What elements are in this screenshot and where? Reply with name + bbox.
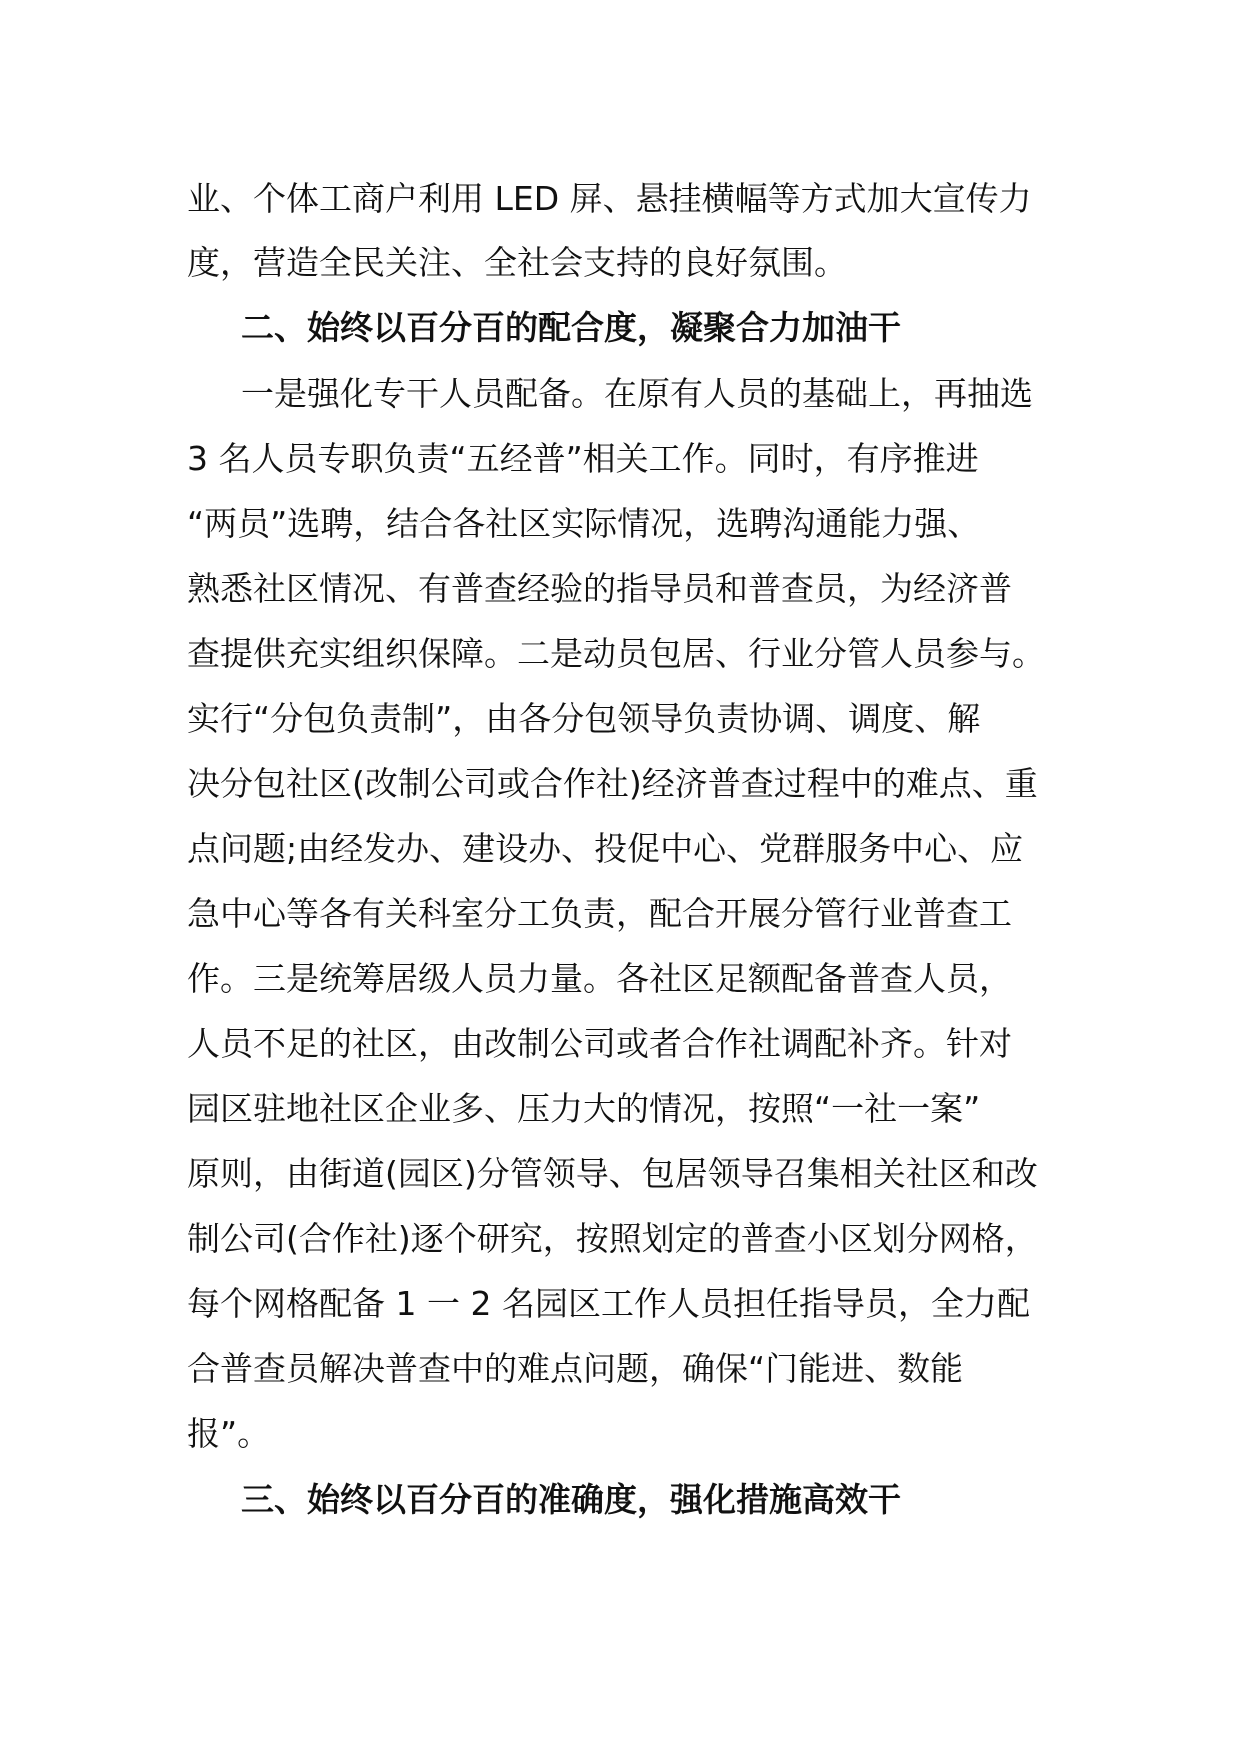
body-text-line: 原则，由街道(园区)分管领导、包居领导召集相关社区和改 [187,1154,1038,1193]
body-text-line: 点问题;由经发办、建设办、投促中心、党群服务中心、应 [187,829,1024,868]
body-text-line: 每个网格配备 1 一 2 名园区工作人员担任指导员，全力配 [187,1284,1030,1323]
body-text-line: 3 名人员专职负责“五经普”相关工作。同时，有序推进 [187,439,979,478]
body-text-line: 人员不足的社区，由改制公司或者合作社调配补齐。针对 [187,1024,1012,1063]
body-text-line: 报”。 [187,1414,271,1453]
body-text-line: 制公司(合作社)逐个研究，按照划定的普查小区划分网格， [187,1219,1038,1258]
body-text-line: 急中心等各有关科室分工负责，配合开展分管行业普查工 [187,894,1012,933]
body-text-line: 度，营造全民关注、全社会支持的良好氛围。 [187,243,847,282]
body-text-line: “两员”选聘，结合各社区实际情况，选聘沟通能力强、 [187,504,981,543]
body-text-line: 作。三是统筹居级人员力量。各社区足额配备普查人员， [187,959,1012,998]
section-heading-3: 三、始终以百分百的准确度，强化措施高效干 [241,1480,901,1519]
body-text-line: 查提供充实组织保障。二是动员包居、行业分管人员参与。 [187,634,1045,673]
body-text-line: 实行“分包负责制”，由各分包领导负责协调、调度、解 [187,699,981,738]
body-text-line: 熟悉社区情况、有普查经验的指导员和普查员，为经济普 [187,569,1012,608]
body-text-line: 合普查员解决普查中的难点问题，确保“门能进、数能 [187,1349,964,1388]
body-text-line: 园区驻地社区企业多、压力大的情况，按照“一社一案” [187,1089,981,1128]
body-text-line: 业、个体工商户利用 LED 屏、悬挂横幅等方式加大宣传力 [187,179,1032,218]
body-text-line: 决分包社区(改制公司或合作社)经济普查过程中的难点、重 [187,764,1038,803]
section-heading-2: 二、始终以百分百的配合度，凝聚合力加油干 [241,308,901,347]
body-text-line: 一是强化专干人员配备。在原有人员的基础上，再抽选 [241,374,1033,413]
